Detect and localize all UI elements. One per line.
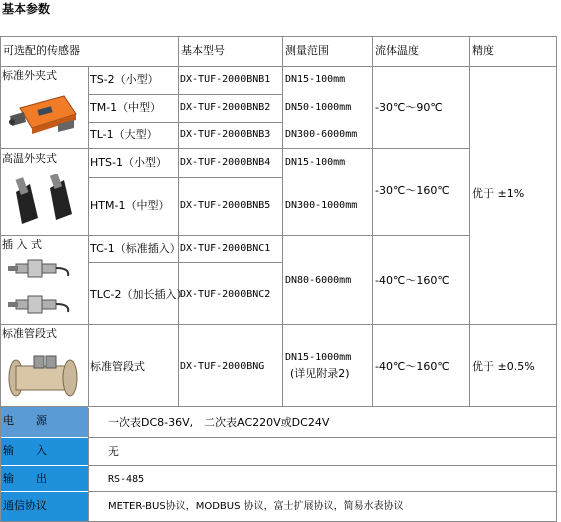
header-sensor: 可选配的传感器	[3, 44, 80, 57]
spool-piece-icon	[6, 352, 82, 400]
spec-value: 一次表DC8-36V, 二次表AC220V或DC24V	[108, 416, 330, 429]
header-range: 测量范围	[285, 44, 329, 57]
range-cell: DN80-6000mm	[285, 275, 352, 286]
grid-line	[282, 36, 283, 406]
group-name: 高温外夹式	[2, 152, 57, 165]
range-cell: DN50-1000mm	[285, 102, 352, 113]
grid-line	[0, 324, 557, 325]
temp-cell: -30℃～160℃	[375, 184, 450, 197]
range-cell: DN15-100mm	[285, 157, 346, 168]
sensor-cell: TL-1（大型）	[90, 128, 158, 141]
model-cell: DX-TUF-2000BNB3	[180, 129, 271, 140]
sensor-cell: TS-2（小型）	[90, 73, 159, 86]
grid-line	[88, 437, 557, 438]
model-cell: DX-TUF-2000BNB1	[180, 74, 271, 85]
grid-line	[0, 36, 557, 37]
temp-cell: -40℃～160℃	[375, 274, 450, 287]
grid-line	[88, 177, 283, 178]
high-temp-transducer-icon	[6, 174, 82, 228]
spec-value: METER-BUS协议，MODBUS 协议，富士扩展协议，简易水表协议	[108, 501, 404, 512]
model-cell: DX-TUF-2000BNC2	[180, 289, 271, 300]
range-cell: DN300-6000mm	[285, 129, 358, 140]
sensor-cell: HTS-1（小型）	[90, 156, 167, 169]
insertion-transducer-icon	[6, 258, 84, 324]
sensor-cell: TM-1（中型）	[90, 101, 162, 114]
grid-line	[469, 36, 470, 406]
temp-cell: -40℃～160℃	[375, 360, 450, 373]
header-accuracy: 精度	[472, 44, 494, 57]
grid-line	[88, 465, 557, 466]
model-cell: DX-TUF-2000BNB5	[180, 200, 271, 211]
grid-line	[88, 122, 283, 123]
spec-label: 输 入	[3, 444, 47, 457]
sensor-cell: 标准管段式	[90, 360, 145, 373]
group-name: 标准外夹式	[2, 69, 57, 82]
spec-value: 无	[108, 445, 119, 458]
model-cell: DX-TUF-2000BNB4	[180, 157, 271, 168]
section-title: 基本参数	[2, 2, 51, 16]
sensor-cell: TLC-2（加长插入）	[90, 288, 188, 301]
model-cell: DX-TUF-2000BNB2	[180, 102, 271, 113]
grid-line	[0, 235, 470, 236]
header-temp: 流体温度	[375, 44, 419, 57]
grid-line	[88, 94, 283, 95]
accuracy-cell: 优于 ±0.5%	[472, 360, 535, 373]
accuracy-cell: 优于 ±1%	[472, 187, 525, 200]
group-name: 插 入 式	[2, 238, 42, 251]
clamp-on-transducer-icon	[6, 92, 82, 140]
sensor-cell: TC-1（标准插入）	[90, 242, 181, 255]
range-note: (详见附录2)	[290, 367, 350, 380]
grid-line	[88, 67, 89, 406]
group-name: 标准管段式	[2, 327, 57, 340]
grid-line	[372, 36, 373, 406]
spec-label: 输 出	[3, 472, 47, 485]
temp-cell: -30℃～90℃	[375, 101, 443, 114]
model-cell: DX-TUF-2000BNG	[180, 361, 265, 372]
sensor-cell: HTM-1（中型）	[90, 199, 170, 212]
range-cell: DN300-1000mm	[285, 200, 358, 211]
range-cell: DN15-100mm	[285, 74, 346, 85]
spec-label: 通信协议	[3, 499, 47, 512]
spec-label: 电 源	[3, 414, 47, 427]
grid-line	[178, 36, 179, 406]
grid-line	[0, 66, 557, 67]
range-cell: DN15-1000mm	[285, 352, 352, 363]
grid-line	[88, 262, 283, 263]
grid-line	[0, 148, 470, 149]
model-cell: DX-TUF-2000BNC1	[180, 243, 271, 254]
grid-line	[88, 491, 557, 492]
grid-line	[556, 36, 557, 522]
spec-value: RS-485	[108, 474, 145, 485]
header-model: 基本型号	[181, 44, 225, 57]
